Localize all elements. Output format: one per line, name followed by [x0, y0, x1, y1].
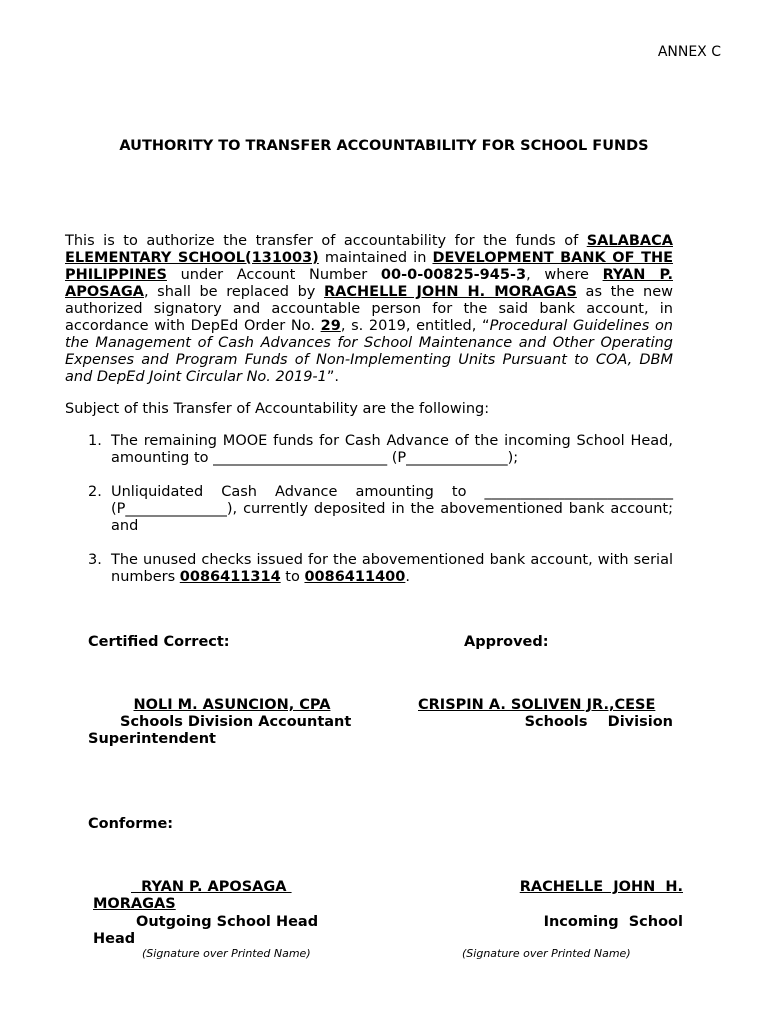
list-text-part: to — [280, 569, 305, 585]
guideline-title: Procedural Guidelines on the Management of Cash Advances for School Maintenance and Other Operating Expenses and Program Funds of Non-Implementing Units Pursuant to COA, DBM and DepEd Joint Circular No. 2019-1 — [65, 318, 673, 385]
list-text: Unliquidated Cash Advance amounting to __________________________ (P______________), currently deposited in the abovementioned bank account; and — [111, 484, 673, 534]
list-item — [88, 484, 673, 535]
deped-order-number: 29 — [320, 318, 341, 334]
certified-correct-label: Certified Correct: — [88, 634, 230, 650]
signatory-title-incoming-cont: Head — [93, 931, 136, 947]
signature-caption-incoming: (Signature over Printed Name) — [462, 947, 631, 960]
annex-label: ANNEX C — [657, 44, 721, 60]
intro-text: as the new authorized signatory and accountable person for the said bank account, in accordance with DepEd Order No. — [65, 284, 673, 334]
signatory-title-incoming: Incoming School — [543, 914, 683, 930]
intro-text: This is to authorize the transfer of accountability for the funds of — [65, 233, 587, 249]
list-text-part: The unused checks issued for the abovementioned bank account, with serial numbers — [111, 552, 673, 585]
incoming-head-name: RACHELLE JOHN H. MORAGAS — [324, 284, 577, 300]
list-number: 1. — [88, 433, 102, 449]
signatory-title-accountant: Schools Division Accountant — [120, 714, 352, 730]
intro-paragraph — [65, 233, 673, 386]
serial-to: 0086411400 — [304, 569, 406, 585]
approved-label: Approved: — [464, 634, 549, 650]
intro-text: under Account Number — [166, 267, 381, 283]
list-text-part: . — [405, 569, 410, 585]
signatory-title-outgoing: Outgoing School Head — [136, 914, 319, 930]
list-item — [88, 433, 673, 467]
document-title: AUTHORITY TO TRANSFER ACCOUNTABILITY FOR SCHOOL FUNDS — [119, 138, 649, 154]
subject-line: Subject of this Transfer of Accountability are the following: — [65, 401, 490, 417]
list-text: The remaining MOOE funds for Cash Advance of the incoming School Head, amounting to ________________________ (P______________); — [111, 433, 673, 466]
school-name: SALABACA ELEMENTARY SCHOOL(131003) — [65, 233, 673, 266]
intro-text: maintained in — [318, 250, 433, 266]
signatory-name-outgoing — [131, 879, 292, 895]
signatory-name-superintendent: CRISPIN A. SOLIVEN JR.,CESE — [418, 697, 656, 713]
intro-text: , where — [526, 267, 603, 283]
account-number: 00-0-00825-945-3 — [380, 267, 527, 283]
conforme-label: Conforme: — [88, 816, 174, 832]
list-number: 2. — [88, 484, 102, 500]
signature-caption-outgoing: (Signature over Printed Name) — [142, 947, 311, 960]
outgoing-name: RYAN P. APOSAGA — [141, 879, 287, 895]
signatory-name-incoming-cont: MORAGAS — [93, 896, 176, 912]
bank-name: DEVELOPMENT BANK OF THE PHILIPPINES — [65, 250, 674, 283]
list-item — [88, 552, 673, 586]
signatory-title-superintendent: Schools Division — [524, 714, 673, 730]
outgoing-head-name: RYAN P. APOSAGA — [65, 267, 673, 300]
signatory-title-superintendent-cont: Superintendent — [88, 731, 216, 747]
list-text — [111, 552, 673, 586]
signatory-name-accountant: NOLI M. ASUNCION, CPA — [133, 697, 331, 713]
list-number: 3. — [88, 552, 102, 568]
intro-text: ”. — [326, 369, 339, 385]
intro-text: , s. 2019, entitled, “ — [340, 318, 490, 334]
intro-text: , shall be replaced by — [143, 284, 324, 300]
serial-from: 0086411314 — [179, 569, 281, 585]
signatory-name-incoming: RACHELLE JOHN H. — [519, 879, 683, 895]
